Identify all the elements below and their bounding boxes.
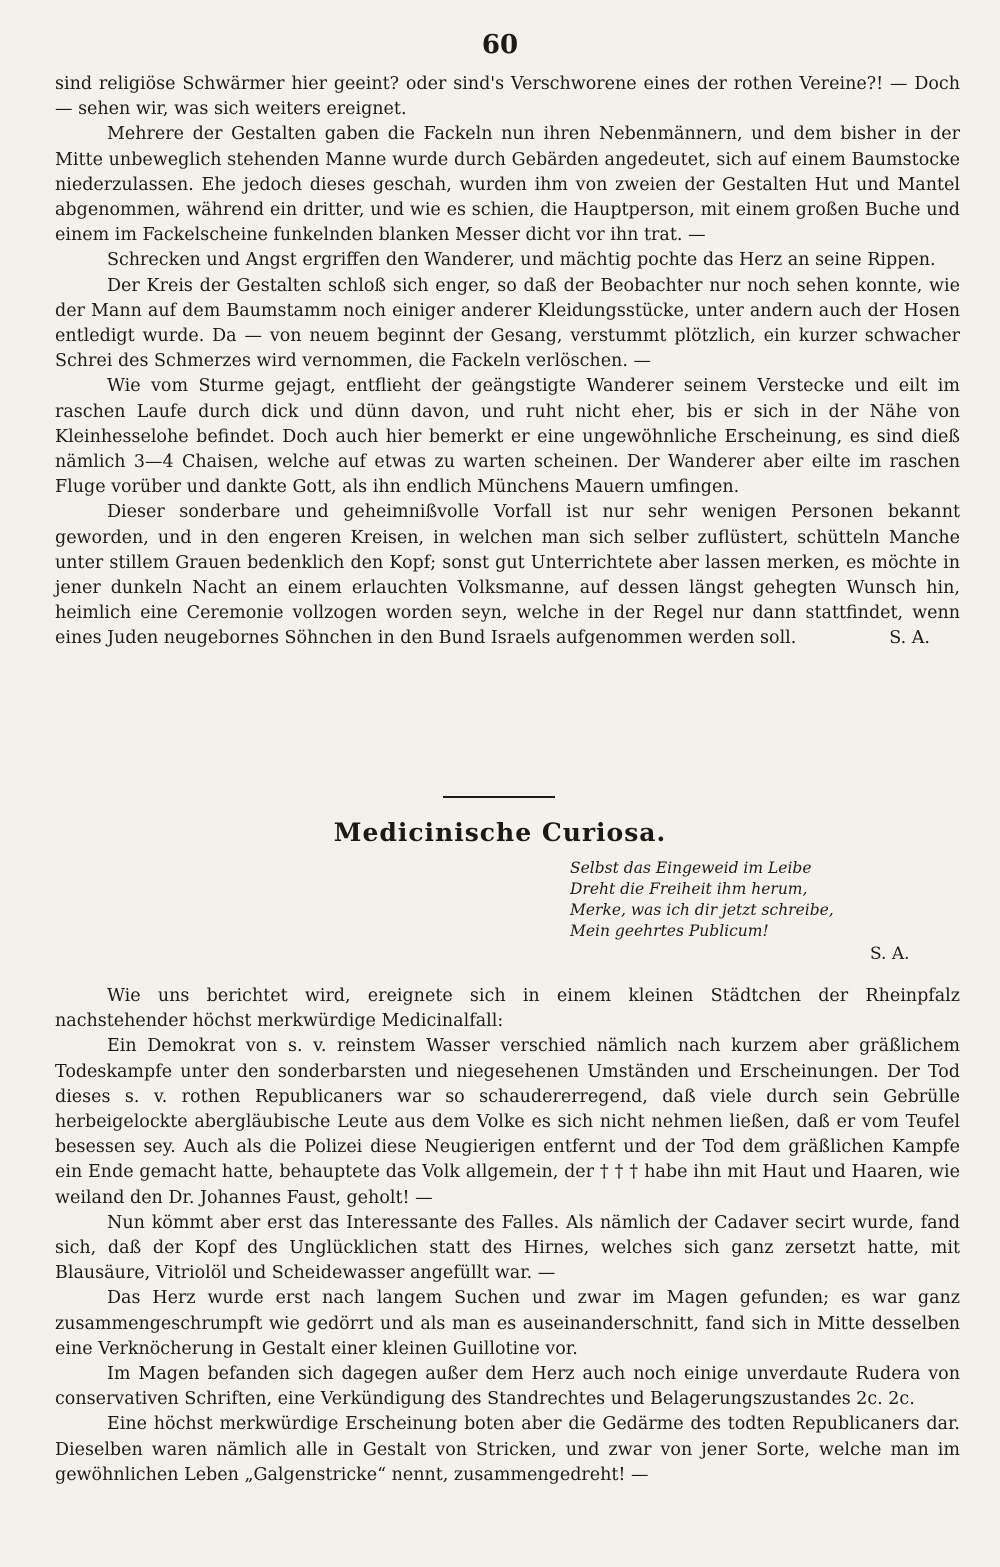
paragraph: Der Kreis der Gestalten schloß sich enger, so daß der Beobachter nur noch sehen konnte, wie der Mann auf dem Baumstamm noch einiger anderer Kleidungsstücke, unter andern auch der Hosen entledigt wurde. Da — von neuem beginnt der Gesang, verstummt plötzlich, ein kurzer schwacher Schrei des Schmerzes wird vernommen, die Fackeln verlöschen. — [55,275,960,372]
epigraph [570,858,950,942]
section-title: Medicinische Curiosa. [333,818,667,847]
paragraph: Mehrere der Gestalten gaben die Fackeln nun ihren Nebenmännern, und dem bisher in der Mitte unbeweglich stehenden Manne wurde durch Gebärden angedeutet, sich auf einem Baumstocke niederzulassen. Ehe jedoch dieses geschah, wurden ihm von zweien der Gestalten Hut und Mantel abgenommen, während ein dritter, und wie es schien, die Hauptperson, mit einem großen Buche und einem im Fackelscheine funkelnden blanken Messer dicht vor ihn trat. — [55,124,960,246]
epigraph-line: Selbst das Eingeweid im Leibe [570,859,812,877]
paragraph: Dieser sonderbare und geheimnißvolle Vorfall ist nur sehr wenigen Personen bekannt geworden, und in den engeren Kreisen, in welchen man sich selber zuflüstert, schütteln Manche unter stillem Grauen bedenklich den Kopf; sonst gut Unterrichtete aber lassen merken, es möchte in jener dunkeln Nacht an einem erlauchten Volksmanne, auf dessen längst gehegten Wunsch hin, heimlich eine Ceremonie vollzogen worden seyn, welche in der Regel nur dann stattfindet, wenn eines Juden neugebornes Söhnchen in den Bund Israels aufgenommen werden soll. [55,502,960,649]
paragraph: Schrecken und Angst ergriffen den Wanderer, und mächtig pochte das Herz an seine Rippen. [107,250,936,271]
paragraph: Nun kömmt aber erst das Interessante des Falles. Als nämlich der Cadaver secirt wurde, fand sich, daß der Kopf des Unglücklichen statt des Hirnes, welches sich ganz zersetzt hatte, mit Blausäure, Vitriolöl und Scheidewasser angefüllt war. — [55,1212,960,1284]
page-number: 60 [481,30,519,60]
paragraph: Ein Demokrat von s. v. reinstem Wasser verschied nämlich nach kurzem aber gräßlichem Todeskampfe unter den sonderbarsten und niegesehenen Umständen und Erscheinungen. Der Tod dieses s. v. rothen Republicaners war so schaudererregend, daß viele durch sein Gebrülle herbeigelockte abergläubische Leute aus dem Volke es sich nicht nehmen ließen, daß er vom Teufel besessen sey. Auch als die Polizei diese Neugierigen entfernt und der Tod dem gräßlichen Kampfe ein Ende gemacht hatte, behauptete das Volk allgemein, der † † † habe ihn mit Haut und Haaren, wie weiland den Dr. Johannes Faust, geholt! — [55,1036,960,1208]
epigraph-signature: S. A. [870,944,910,964]
paragraph: Eine höchst merkwürdige Erscheinung boten aber die Gedärme des todten Republicaners dar. Dieselben waren nämlich alle in Gestalt von Stricken, und zwar von jener Sorte, welche man im gewöhnlichen Leben „Galgenstricke“ nennt, zusammengedreht! — [55,1414,960,1485]
paragraph: Im Magen befanden sich dagegen außer dem Herz auch noch einige unverdaute Rudera von conservativen Schriften, eine Verkündigung des Standrechtes und Belagerungszustandes 2c. 2c. [55,1364,960,1410]
paragraph: Wie uns berichtet wird, ereignete sich in einem kleinen Städtchen der Rheinpfalz nachstehender höchst merkwürdige Medicinalfall: [55,986,960,1032]
paragraph: Wie vom Sturme gejagt, entflieht der geängstigte Wanderer seinem Verstecke und eilt im raschen Laufe durch dick und dünn davon, und ruht nicht eher, bis er sich in der Nähe von Kleinhesselohe befindet. Doch auch hier bemerkt er eine ungewöhnliche Erscheinung, es sind dieß nämlich 3—4 Chaisen, welche auf etwas zu warten scheinen. Der Wanderer aber eilte im raschen Fluge vorüber und dankte Gott, als ihn endlich Münchens Mauern umfingen. [55,376,960,498]
epigraph-line: Merke, was ich dir jetzt schreibe, [570,901,834,919]
epigraph-line: Dreht die Freiheit ihm herum, [570,880,808,898]
article-continuation [55,72,960,652]
author-signature: S. A. [889,628,930,649]
epigraph-line: Mein geehrtes Publicum! [570,922,769,940]
last-paragraph-with-signature [55,500,960,651]
paragraph: sind religiöse Schwärmer hier geeint? oder sind's Verschworene eines der rothen Vereine?! — Doch — sehen wir, was sich weiters ereignet. [55,74,960,120]
article-body [55,984,960,1488]
section-divider [443,796,555,798]
paragraph: Das Herz wurde erst nach langem Suchen und zwar im Magen gefunden; es war ganz zusammengeschrumpft wie gedörrt und als man es auseinanderschnitt, fand sich in Mitte desselben eine Verknöcherung in Gestalt einer kleinen Guillotine vor. [55,1288,960,1359]
